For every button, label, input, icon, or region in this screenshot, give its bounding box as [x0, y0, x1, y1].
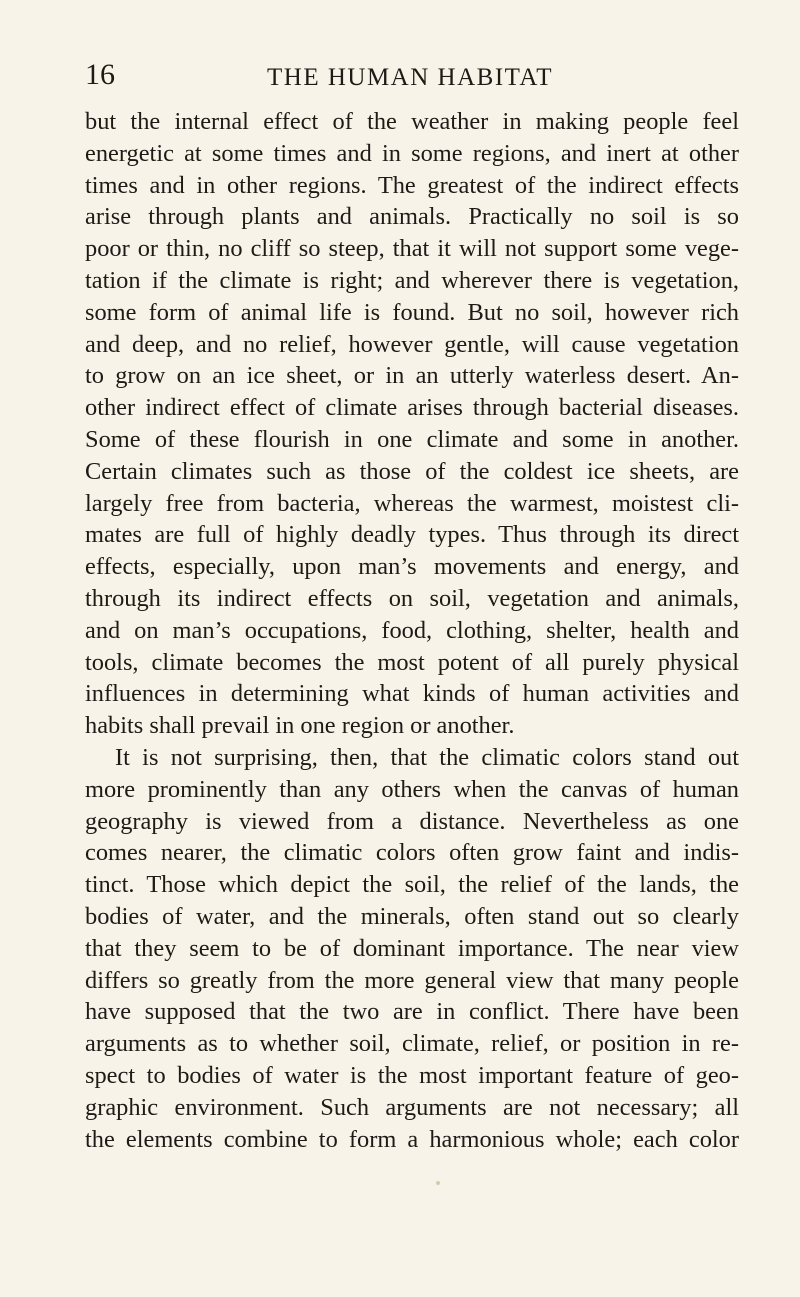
text-line: other indirect effect of climate arises through bacterial diseases.	[85, 394, 739, 422]
text-line: effects, especially, upon man’s movements and energy, and	[85, 553, 739, 581]
text-line: times and in other regions. The greatest of the indirect effects	[85, 171, 739, 199]
paragraph-1	[85, 106, 739, 742]
text-line: arguments as to whether soil, climate, relief, or position in re-	[85, 1030, 739, 1058]
text-line: but the internal effect of the weather in making people feel	[85, 108, 739, 135]
text-line: and on man’s occupations, food, clothing, shelter, health and	[85, 616, 739, 644]
text-line: tinct. Those which depict the soil, the relief of the lands, the	[85, 871, 739, 899]
running-title: THE HUMAN HABITAT	[267, 64, 553, 91]
text-line: influences in determining what kinds of human activities and	[85, 680, 739, 708]
text-line: have supposed that the two are in conflict. There have been	[85, 998, 739, 1026]
text-line: geography is viewed from a distance. Nevertheless as one	[85, 807, 739, 835]
text-line: that they seem to be of dominant importance. The near view	[85, 934, 739, 962]
text-line: differs so greatly from the more general view that many people	[85, 966, 739, 994]
body-text	[85, 106, 739, 1155]
text-line: graphic environment. Such arguments are not necessary; all	[85, 1093, 739, 1121]
paragraph-2	[85, 742, 739, 1155]
text-line: tation if the climate is right; and wherever there is vegetation,	[85, 266, 739, 294]
text-line: spect to bodies of water is the most important feature of geo-	[85, 1061, 739, 1089]
text-line: It is not surprising, then, that the climatic colors stand out	[115, 743, 739, 771]
text-line: bodies of water, and the minerals, often stand out so clearly	[85, 902, 739, 930]
text-line: arise through plants and animals. Practically no soil is so	[85, 203, 739, 231]
text-line: habits shall prevail in one region or another.	[85, 712, 515, 740]
text-line: the elements combine to form a harmonious whole; each color	[85, 1125, 739, 1153]
page-header	[85, 58, 735, 98]
text-line: mates are full of highly deadly types. Thus through its direct	[85, 521, 739, 549]
text-line: to grow on an ice sheet, or in an utterly waterless desert. An-	[85, 362, 739, 390]
text-line: and deep, and no relief, however gentle, will cause vegetation	[85, 330, 739, 358]
text-line: poor or thin, no cliff so steep, that it will not support some vege-	[85, 235, 739, 263]
paper-speck	[436, 1181, 440, 1185]
text-line: more prominently than any others when the canvas of human	[85, 775, 739, 803]
page-number: 16	[85, 58, 115, 91]
text-line: Some of these flourish in one climate and some in another.	[85, 425, 739, 453]
text-line: energetic at some times and in some regions, and inert at other	[85, 139, 739, 167]
text-line: comes nearer, the climatic colors often grow faint and indis-	[85, 839, 739, 867]
text-line: tools, climate becomes the most potent of all purely physical	[85, 648, 739, 676]
text-line: some form of animal life is found. But no soil, however rich	[85, 298, 739, 326]
text-line: largely free from bacteria, whereas the warmest, moistest cli-	[85, 489, 739, 517]
text-line: through its indirect effects on soil, vegetation and animals,	[85, 584, 739, 612]
text-line: Certain climates such as those of the coldest ice sheets, are	[85, 457, 739, 485]
